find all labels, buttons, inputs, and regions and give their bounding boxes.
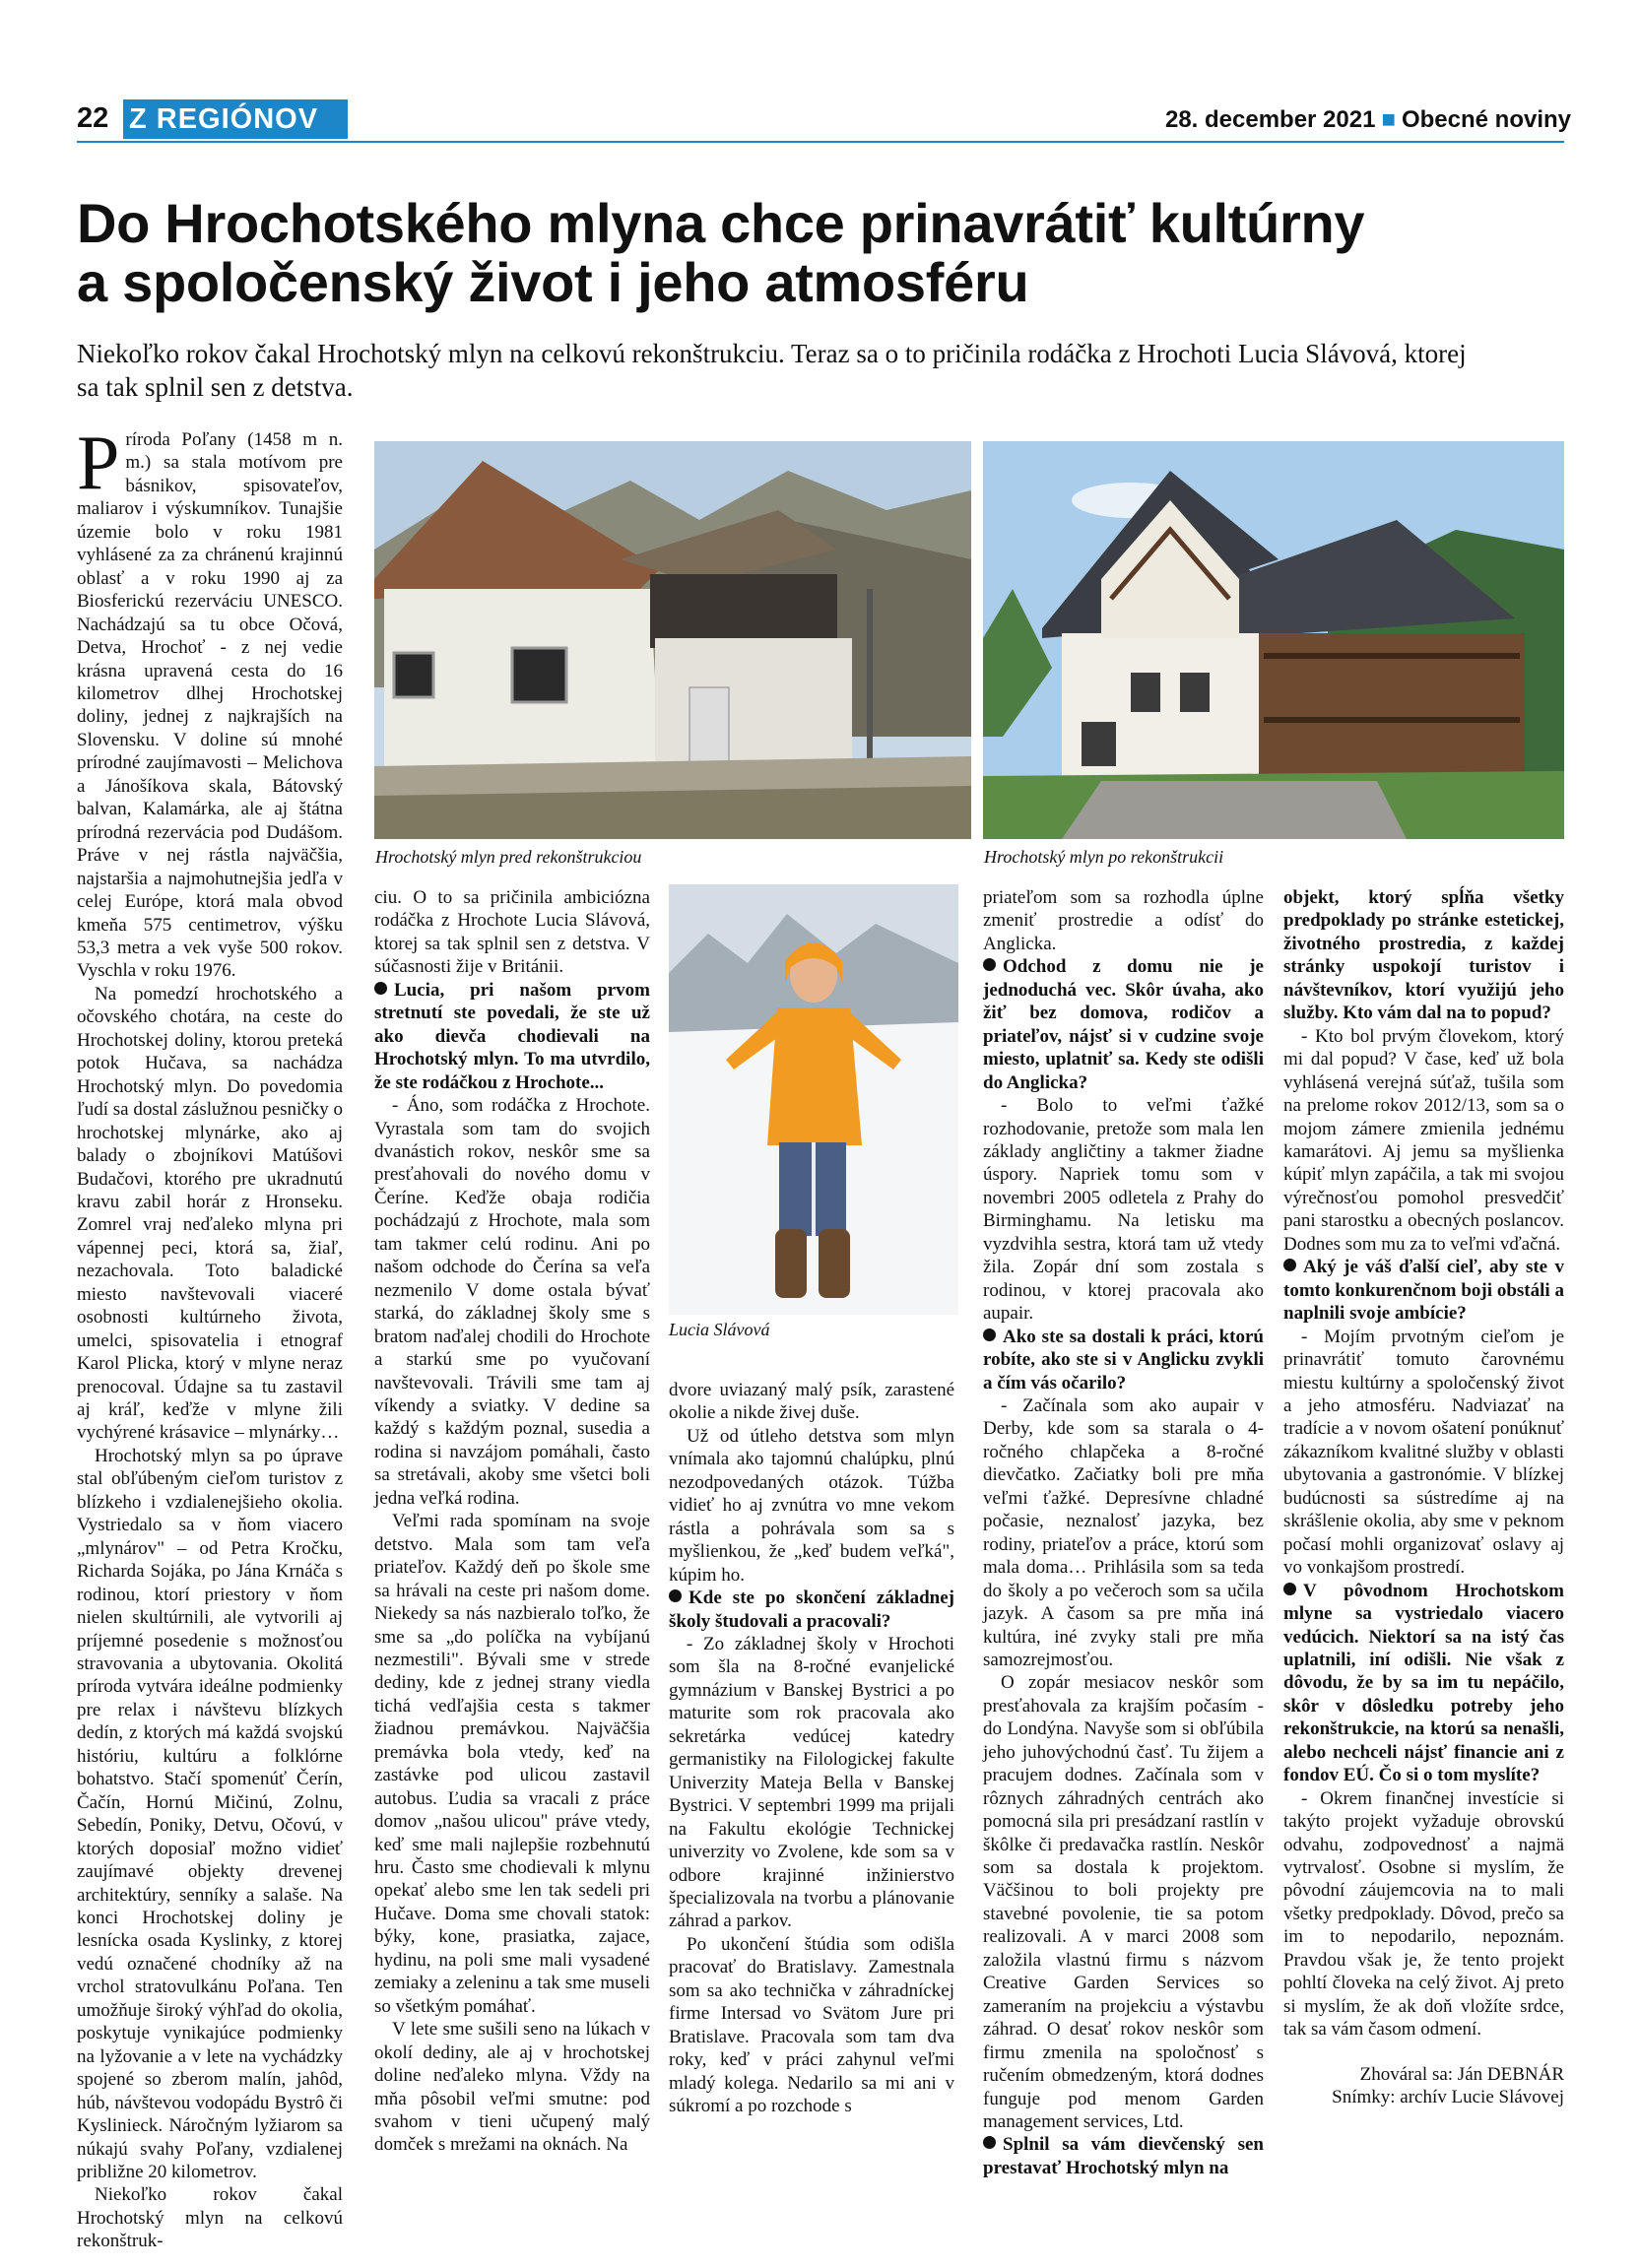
article-lead (77, 337, 1574, 404)
question-5-continued: objekt, ktorý spĺňa všetky predpoklady po stránke estetickej, životného prostredia, z každej stránky uspokojí turistov i návštevníkov, ktorí využijú jeho služby. Kto vám dal na to popud? (1283, 887, 1564, 1024)
column-2-paragraph-1: ciu. O to sa pričinila ambiciózna rodáčka z Hrochote Lucia Slávová, ktorej sa tak splnil sen z detstva. V súčasnosti žije v Británii. (374, 887, 650, 978)
column-1-paragraph-1: Príroda Poľany (1458 m n. m.) sa stala motívom pre básnikov, spisovateľov, maliarov i výskumníkov. Tunajšie územie bolo v roku 1981 vyhlásené za za chránenú krajinnú oblasť a v roku 1990 aj za Biosferickú rezerváciu UNESCO. Nachádzajú sa tu obce Očová, Detva, Hrochoť - z nej vedie krásna upravená cesta do 16 kilometrov dlhej Hrochotskej doliny, jednej z najkrajších na Slovensku. V doline sú mnohé prírodné zaujímavosti – Melichova a Jánošíkova skala, Bátovský balvan, Kalamárka, ale aj štátna prírodná rezervácia pod Dudášom. Práve v nej rástla najväčšia, najstaršia a najmohutnejšia jedľa v celej Európe, ktorá mala obvod kmeňa 575 centimetrov, výšku 53,3 metra a vek vyše 500 rokov. Vyschla v roku 1976. (77, 420, 343, 982)
drop-cap: P (77, 420, 120, 505)
question-7: V pôvodnom Hrochotskom mlyne sa vystriedalo viacero vedúcich. Niektorí sa na istý čas uplatnili, iní odišli. Nie však z dôvodu, že by sa im tu nepáčilo, skôr v dôsledku potreby jeho rekonštrukcie, na ktorú sa nenašli, alebo nechceli nájsť financie ani z fondov EÚ. Čo si o tom myslíte? (1283, 1580, 1564, 1786)
question-bullet-icon (1283, 1583, 1296, 1595)
column-1-paragraph-2: Na pomedzí hrochotského a očovského chotára, na ceste do Hrochotskej doliny, ktorou preteká potok Hučava, sa nachádza Hrochotský mlyn. Do povedomia ľudí sa dostal záslužnou pesničky o hrochotskej mlynárke, ako aj balady o zbojníkovi Matúšovi Budačovi, ktorého pre ukradnutú kravu zabil horár z Hronseku. Zomrel vraj neďaleko mlyna pri vápennej peci, ktorá sa, žiaľ, nezachovala. Toto baladické miesto navštevovali viaceré osobnosti kultúrneho života, umelci, spisovatelia i etnograf Karol Plicka, ktorý v mlyne neraz prenocoval. Údajne sa tu zastavil aj kráľ, keďže v mlyne žili vychýrené krásavice – mlynárky… (77, 983, 343, 1444)
question-2: Kde ste po skončení základnej školy študovali a pracovali? (669, 1588, 954, 1632)
article-column-3 (669, 1379, 954, 2118)
photo-caption-portrait: Lucia Slávová (669, 1320, 770, 1339)
separator-dot: ■ (1381, 106, 1396, 133)
answer-paragraph: - Bolo to veľmi ťažké rozhodovanie, pretože som mala len základy angličtiny a takmer žiadne úspory. Napriek tomu som v novembri 2005 odletela z Prahy do Birminghamu. Na letisku ma vyzdvihla sestra, ktorá tam už vtedy žila. Zopár dní som zostala s rodinou, v ktorej pracovala ako aupair. (983, 1095, 1264, 1325)
question-1: Lucia, pri našom prvom stretnutí ste povedali, že ste už ako dievča chodievali na Hrochotský mlyn. To ma utvrdilo, že ste rodáčkou z Hrochote... (374, 979, 650, 1093)
interviewer-credit: Zhováral sa: Ján DEBNÁR (1359, 2063, 1564, 2085)
photo-credit: Snímky: archív Lucie Slávovej (1332, 2087, 1564, 2108)
answer-paragraph: - Zo základnej školy v Hrochoti som šla na 8-ročné evanjelické gymnázium v Banskej Bystrici a po maturite som rok pracovala ako sekretárka vedúcej katedry germanistiky na Filologickej fakulte Univerzity Mateja Bella v Banskej Bystrici. V septembri 1999 ma prijali na Fakultu ekológie Technickej univerzity vo Zvolene, kde som sa v odbore krajinné inžinierstvo špecializovala na tvorbu a plánovanie záhrad a parkov. (669, 1633, 954, 1932)
header-rule (77, 141, 1564, 143)
column-4-paragraph-1: priateľom som sa rozhodla úplne zmeniť prostredie a odísť do Anglicka. (983, 887, 1264, 954)
question-bullet-icon (374, 982, 387, 995)
column-1-paragraph-4: Niekoľko rokov čakal Hrochotský mlyn na celkovú rekonštruk- (77, 2184, 343, 2252)
answer-paragraph: Už od útleho detstva som mlyn vnímala ako tajomnú chalúpku, plnú nezodpovedaných otázok. Túžba vidieť ho aj zvnútra vo mne vekom rástla a pohrávala som sa s myšlienkou, že „keď budem veľká", kúpim ho. (669, 1425, 954, 1586)
question-3: Odchod z domu nie je jednoduchá vec. Skôr úvaha, ako žiť bez domova, rodičov a priateľov, nájsť si v cudzine svoje miesto, uplatniť sa. Kedy ste odišli do Anglicka? (983, 956, 1264, 1093)
answer-paragraph: O zopár mesiacov neskôr som presťahovala za krajším počasím - do Londýna. Navyše som si obľúbila jeho juhovýchodnú časť. Tu žijem a pracujem dodnes. Začínala som v rôznych záhradných centrách ako pomocná sila pri presádzaní rastlín v škôlke či predavačka rastlín. Neskôr som sa dostala k projektom. Väčšinou to boli projekty pre stavebné povolenie, tie sa potom realizovali. A v marci 2008 som založila vlastnú firmu s názvom Creative Garden Services so zameraním na projekciu a výstavbu záhrad. O desať rokov neskôr som firmu zmenila na spoločnosť s ručením obmedzeným, ktorá dodnes funguje pod menom Garden management services, Ltd. (983, 1672, 1264, 2133)
lead-line-2: sa tak splnil sen z detstva. (77, 372, 354, 402)
mill-before-photo (374, 441, 971, 839)
answer-paragraph: - Začínala som ako aupair v Derby, kde som sa starala o 4-ročného chlapčeka a 8-ročné dievčatko. Začiatky boli pre mňa veľmi ťažké. Depresívne chladné počasie, neznalosť jazyka, bez rodiny, priateľov a práce, ktorú som mala doma… Prihlásila som sa teda do školy a po večeroch som sa učila jazyk. A časom sa pre mňa iná kultúra, iné zvyky stali pre mňa samozrejmosťou. (983, 1394, 1264, 1670)
photo-caption-before: Hrochotský mlyn pred rekonštrukciou (375, 847, 642, 867)
question-bullet-icon (983, 958, 996, 971)
question-4: Ako ste sa dostali k práci, ktorú robíte, ako ste si v Anglicku zvykli a čím vás očarilo? (983, 1326, 1264, 1393)
article-column-2 (374, 886, 650, 2157)
section-label: Z REGIÓNOV (123, 99, 348, 139)
column-1-paragraph-3: Hrochotský mlyn sa po úprave stal obľúbeným cieľom turistov z blízkeho i vzdialenejšieho okolia. Vystriedalo sa v ňom viacero „mlynárov" – od Petra Kročku, Richarda Sojáka, po Jána Krnáča s rodinou, ktorí priestory v ňom nielen skultúrnili, ale vytvorili aj príjemné posedenie s možnosťou stravovania a ubytovania. Okolitá príroda vytvára ideálne podmienky pre relax i návštevu blízkych dedín, z ktorých má každá svojskú históriu, kultúru a folklórne bohatstvo. Stačí spomenúť Čerín, Čačín, Hornú Mičinú, Zolnu, Sebedín, Poniky, Detvu, Očovú, v ktorých doposiaľ možno vidieť zaujímavé objekty drevenej architektúry, senníky a salaše. Na konci Hrochotskej doliny je lesnícka osada Kyslinky, z ktorej vedú označené chodníky až na vrchol stratovulkánu Poľana. Ten umožňuje široký výhľad do okolia, poskytuje vynikajúce podmienky na lyžovanie a v lete na vychádzky spojené so zberom malín, jahôd, húb, návštevou vodopádu Bystrô či Kyslinieck. Náročným lyžiarom sa núkajú svahy Poľany, vzdialenej približne 20 kilometrov. (77, 1445, 343, 2182)
lead-line-1: Niekoľko rokov čakal Hrochotský mlyn na celkovú rekonštrukciu. Teraz sa o to pričinila rodáčka z Hrochoti Lucia Slávová, ktorej (77, 339, 1467, 368)
answer-paragraph: Po ukončení štúdia som odišla pracovať do Bratislavy. Zamestnala som sa ako technička v záhradníckej firme Intersad vo Svätom Jure pri Bratislave. Pracovala som tam dva roky, keď v práci zahynul veľmi mladý kolega. Nedarilo sa mi ani v súkromí a po rozchode s (669, 1933, 954, 2117)
issue-info (1165, 106, 1571, 134)
mill-after-photo (983, 441, 1564, 839)
question-bullet-icon (983, 2136, 996, 2149)
question-bullet-icon (669, 1589, 682, 1602)
article-column-5 (1283, 886, 1564, 2109)
article-column-1 (77, 420, 343, 2253)
issue-date: 28. december 2021 (1164, 106, 1376, 133)
publication-name: Obecné noviny (1401, 106, 1571, 133)
headline-line-1: Do Hrochotského mlyna chce prinavrátiť kultúrny (77, 192, 1365, 254)
question-bullet-icon (1283, 1259, 1296, 1271)
photo-caption-after: Hrochotský mlyn po rekonštrukcii (984, 847, 1224, 867)
answer-paragraph: - Áno, som rodáčka z Hrochote. Vyrastala som tam do svojich dvanástich rokov, neskôr sme sa presťahovali do nového domu v Čeríne. Keďže obaja rodičia pochádzajú z Hrochote, mala som tam takmer celú rodinu. Ani po našom odchode do Čerína sa veľa nezmenilo V dome ostala bývať starká, do základnej školy sme s bratom naďalej chodili do Hrochote a starkú sme po vyučovaní navštevovali. Trávili sme tam aj víkendy a sviatky. V dedine sa každý s každým poznal, susedia a rodina si navzájom pomáhali, často sa stretávali, akoby sme všetci boli jedna veľká rodina. (374, 1095, 650, 1509)
answer-paragraph: V lete sme sušili seno na lúkach v okolí dediny, ale aj v hrochotskej doline neďaleko mlyna. Vždy na mňa pôsobil veľmi smutne: pod svahom v tieni učupený malý domček s mrežami na oknách. Na (374, 2019, 650, 2156)
answer-paragraph: - Kto bol prvým človekom, ktorý mi dal popud? V čase, keď už bola vyhlásená verejná súťaž, tušila som na prelome rokov 2012/13, som sa o mojom zámere zmienila jednému kamarátovi. Aj jemu sa myšlienka kúpiť mlyn zapáčila, a tak mi svojou výrečnosťou pomohol presvedčiť pani starostku a obecných poslancov. Dodnes som mu za to veľmi vďačná. (1283, 1025, 1564, 1255)
question-6: Aký je váš ďalší cieľ, aby ste v tomto konkurenčnom boji obstáli a naplnili svoje ambície? (1283, 1257, 1564, 1325)
article-column-4 (983, 886, 1264, 2179)
answer-paragraph: - Mojím prvotným cieľom je prinavrátiť tomuto čarovnému miestu kultúrny a spoločenský život a jeho atmosféru. Nadviazať na tradície a v novom ošatení ponúknuť zákazníkom kvalitné služby v oblasti ubytovania a gastronómie. V blízkej budúcnosti sa sústredíme aj na skrášlenie okolia, aby sme v peknom počasí mohli organizovať oslavy aj vo vonkajšom prostredí. (1283, 1326, 1564, 1579)
page-number: 22 (77, 102, 109, 134)
question-5: Splnil sa vám dievčenský sen prestavať Hrochotský mlyn na (983, 2134, 1264, 2178)
question-bullet-icon (983, 1328, 996, 1341)
answer-paragraph: Veľmi rada spomínam na svoje detstvo. Mala som tam veľa priateľov. Každý deň po škole sme sa hrávali na ceste pri našom dome. Niekedy sa nás nazbieralo toľko, že sme sa „do políčka na vybíjanú nezmestili". Bývali sme v strede dediny, kde z jednej strany viedla tichá vedľajšia cesta s takmer žiadnou premávkou. Najväčšia premávka bola vtedy, keď na zastávke pod ulicou zastavil autobus. Ľudia sa vracali z práce domov „našou ulicou" práve vtedy, keď sme mali najlepšie rozbehnutú hru. Často sme chodievali k mlynu opekať alebo sme len tak sedeli pri Hučave. Doma sme chovali statok: býky, kone, prasiatka, zajace, hydinu, na poli sme mali vysadené zemiaky a zeleninu a tak sme museli so všetkým pomáhať. (374, 1511, 650, 2017)
column-3-paragraph-1: dvore uviazaný malý psík, zarastené okolie a nikde živej duše. (669, 1380, 954, 1424)
article-headline (77, 194, 1574, 312)
portrait-photo (669, 884, 958, 1315)
headline-line-2: a spoločenský život i jeho atmosféru (77, 251, 1029, 313)
answer-paragraph: - Okrem finančnej investície si takýto projekt vyžaduje obrovskú odvahu, zodpovednosť a najmä vytrvalosť. Osobne si myslím, že pôvodní záujemcovia na to mali všetky predpoklady. Dôvod, prečo sa im to nepodarilo, nepoznám. Pravdou však je, že tento projekt pohltí človeka na celý život. Aj preto si myslím, že ak doň vložíte srdce, tak sa vám časom odmení. (1283, 1787, 1564, 2041)
